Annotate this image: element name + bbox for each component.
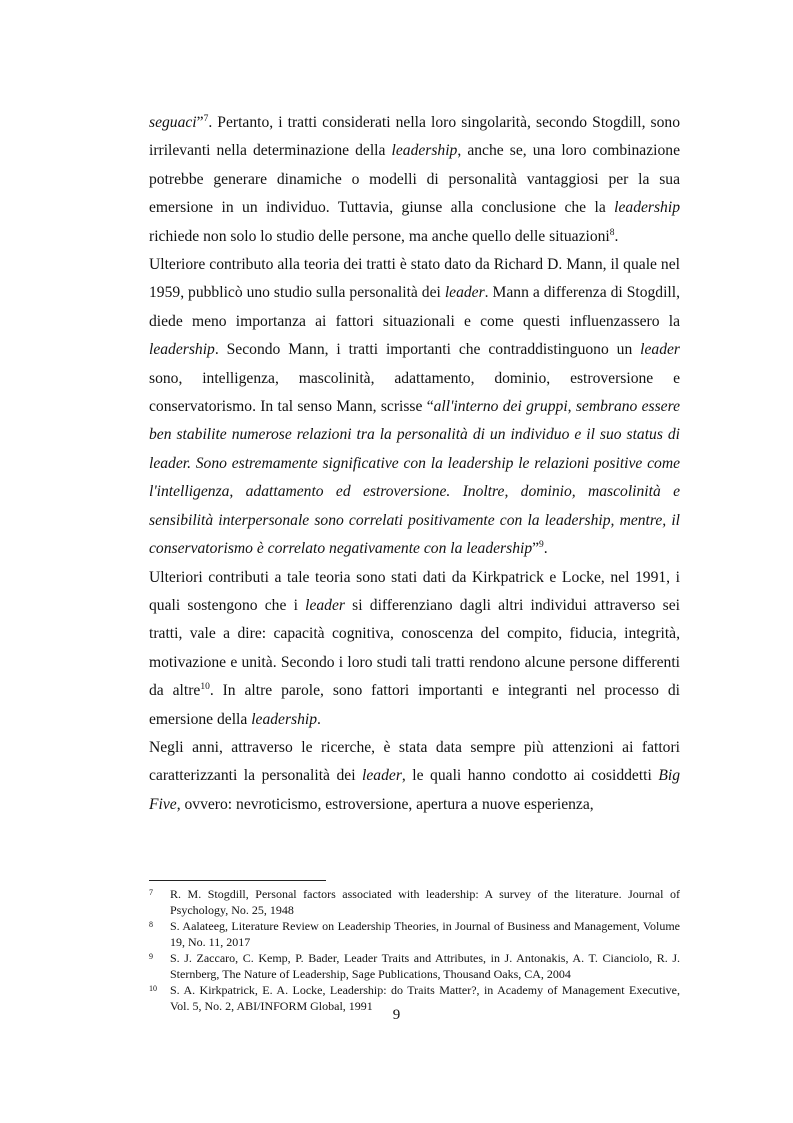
text-run: si differenziano dagli altri individui attraverso sei tratti, vale a dire: capacità cognitiva, conoscenza del compito, fiducia, integrità, motivazione e unità. Secondo i loro studi tali tratti rendono alcune persone differenti da altre bbox=[149, 596, 680, 700]
footnote-divider bbox=[149, 880, 326, 881]
footnote-ref-7[interactable]: 7 bbox=[203, 113, 209, 124]
footnote-number: 7 bbox=[149, 888, 153, 897]
footnote-ref-10[interactable]: 10 bbox=[200, 681, 210, 692]
footnote-number: 9 bbox=[149, 952, 153, 961]
page-number: 9 bbox=[392, 1007, 401, 1023]
footnotes bbox=[149, 880, 680, 1015]
text-run: . bbox=[543, 540, 548, 558]
text-run: ” bbox=[532, 540, 540, 558]
text-run: . bbox=[614, 227, 619, 245]
paragraph-1 bbox=[149, 109, 680, 251]
text-run: . Pertanto, i tratti considerati nella loro singolarità, secondo Stogdill, sono irrilevanti nella determinazione della bbox=[149, 114, 680, 160]
footnote-8 bbox=[149, 919, 680, 950]
italic-text: leadership bbox=[391, 142, 458, 160]
paragraph-4 bbox=[149, 734, 680, 819]
footnote-ref-9[interactable]: 9 bbox=[539, 539, 544, 550]
footnote-number: 10 bbox=[149, 984, 157, 993]
text-run: ” bbox=[196, 114, 204, 131]
text-run: Ulteriori contributi a tale teoria sono stati dati da Kirkpatrick e Locke, nel 1991, i quali sostengono che i bbox=[149, 568, 680, 614]
italic-text: leader bbox=[444, 284, 485, 302]
text-run: richiede non solo lo studio delle persone, ma anche quello delle situazioni bbox=[149, 227, 610, 245]
text-run: Ulteriore contributo alla teoria dei tratti è stato dato da Richard D. Mann, il quale nel 1959, pubblicò uno studio sulla personalità dei bbox=[149, 256, 680, 302]
text-run: . In altre parole, sono fattori importanti e integranti nel processo di emersione della bbox=[149, 682, 680, 728]
text-run: Negli anni, attraverso le ricerche, è stata data sempre più attenzioni ai fattori caratterizzanti la personalità dei bbox=[149, 738, 680, 785]
page-body bbox=[149, 109, 680, 819]
text-run: , le quali hanno condotto ai cosiddetti bbox=[401, 767, 659, 785]
body-text bbox=[149, 109, 680, 819]
paragraph-3 bbox=[149, 564, 680, 734]
italic-text: leadership bbox=[149, 341, 215, 359]
italic-text: leadership bbox=[251, 710, 318, 728]
footnote-text: R. M. Stogdill, Personal factors associated with leadership: A survey of the literature. Journal of Psychology, No. 25, 1948 bbox=[170, 887, 680, 917]
italic-text: leader bbox=[362, 767, 402, 785]
footnote-text: S. Aalateeg, Literature Review on Leadership Theories, in Journal of Business and Management, Volume 19, No. 11, 2017 bbox=[170, 919, 680, 949]
text-run: . Secondo Mann, i tratti importanti che contraddistinguono un bbox=[214, 341, 641, 359]
italic-text: seguaci bbox=[149, 114, 197, 131]
footnote-text: S. A. Kirkpatrick, E. A. Locke, Leadership: do Traits Matter?, in Academy of Management Executive, Vol. 5, No. 2, ABI/INFORM Global, 1991 bbox=[170, 983, 680, 1013]
text-run: , anche se, una loro combinazione potrebbe generare dinamiche o modelli di personalità vantaggiosi per la sua emersione in un individuo. Tuttavia, giunse alla conclusione che la bbox=[149, 142, 680, 217]
footnote-7 bbox=[149, 887, 680, 918]
italic-text: Big Five bbox=[149, 767, 680, 813]
text-run: , ovvero: nevroticismo, estroversione, apertura a nuove esperienza, bbox=[176, 795, 594, 813]
footnote-number: 8 bbox=[149, 920, 153, 929]
italic-text: leader bbox=[640, 341, 680, 359]
quotation: all'interno dei gruppi, sembrano essere ben stabilite numerose relazioni tra la personalità di un individuo e il suo status di leader. Sono estremamente significative con la leadership le relazioni positive come l'intelligenza, adattamento ed estroversione. Inoltre, dominio, mascolinità e sensibilità interpersonale sono correlati positivamente con la leadership, mentre, il conservatorismo è correlato negativamente con la leadership bbox=[149, 398, 681, 558]
footnote-text: S. J. Zaccaro, C. Kemp, P. Bader, Leader Traits and Attributes, in J. Antonakis, A. T. Cianciolo, R. J. Sternberg, The Nature of Leadership, Sage Publications, Thousand Oaks, CA, 2004 bbox=[170, 951, 680, 981]
paragraph-2 bbox=[149, 251, 680, 563]
text-run: . bbox=[317, 710, 321, 728]
italic-text: leadership bbox=[614, 199, 680, 217]
italic-text: leader bbox=[305, 596, 345, 614]
footnote-ref-8[interactable]: 8 bbox=[609, 227, 615, 238]
text-run: sono, intelligenza, mascolinità, adattamento, dominio, estroversione e conservatorismo. In tal senso Mann, scrisse “ bbox=[149, 369, 680, 416]
footnote-9 bbox=[149, 951, 680, 982]
text-run: . Mann a differenza di Stogdill, diede meno importanza ai fattori situazionali e come questi influenzassero la bbox=[149, 284, 680, 330]
